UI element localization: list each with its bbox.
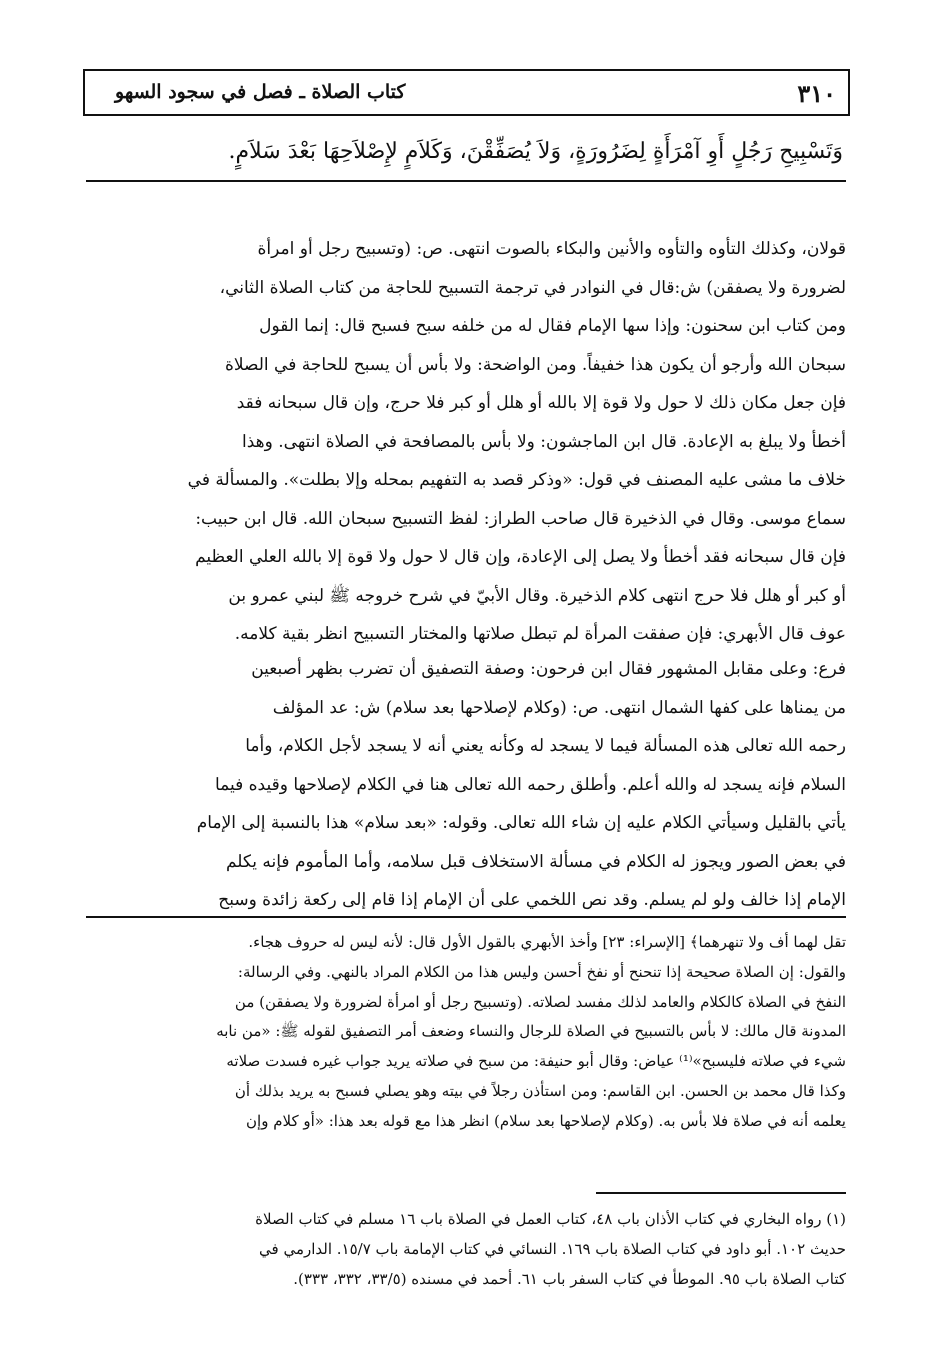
footnotes [86, 1205, 846, 1294]
matn-verse: وَتَسْبِيحِ رَجُلٍ أَوِ آمْرَأَةٍ لِضَرُورَةٍ، وَلاَ يُصَفِّقْنَ، وَكَلاَمٍ لإِصْلاَحِهَا بَعْدَ سَلاَمٍ. [228, 139, 843, 164]
text-line: قولان، وكذلك التأوه والتأوه والأنين والبكاء بالصوت انتهى. ص: (وتسبيح رجل أو امرأة [257, 239, 846, 259]
text-line: المدونة قال مالك: لا بأس بالتسبيح في الصلاة للرجال والنساء وضعف أمر التصفيق لقوله ﷺ: «من نابه [216, 1022, 846, 1041]
running-title: كتاب الصلاة ـ فصل في سجود السهو [115, 81, 406, 103]
text-line: شيء في صلاته فليسبح»⁽¹⁾ عياض: وقال أبو حنيفة: من سبح في صلاته يريد جواب غيره فسدت صلاته [226, 1052, 846, 1071]
text-line: يأتي بالقليل وسيأتي الكلام عليه إن شاء الله تعالى. وقوله: «بعد سلام» هذا بالنسبة إلى الإمام [196, 813, 846, 833]
page-number: ٣١٠ [797, 79, 836, 108]
text-line: أو كبر أو هلل فلا حرج انتهى كلام الذخيرة. وقال الأبيّ في شرح خروجه ﷺ لبني عمرو بن [228, 585, 846, 606]
text-line: الإمام إذا خالف ولو لم يسلم. وقد نص اللخمي على أن الإمام إذا قام إلى ركعة زائدة وسبح [218, 890, 846, 910]
lower-commentary [86, 928, 846, 1137]
text-line: وكذا قال محمد بن الحسن. ابن القاسم: ومن استأذن رجلاً في بيته وهو يصلي فسبح به يريد بذلك أن [234, 1081, 846, 1100]
text-line: فرع: وعلى مقابل المشهور فقال ابن فرحون: وصفة التصفيق أن تضرب بظهر أصبعين [251, 659, 846, 679]
text-line: ومن كتاب ابن سحنون: وإذا سها الإمام فقال له من خلفه سبح فسبح قال: إنما القول [259, 316, 846, 336]
footnote-line: (١) رواه البخاري في كتاب الأذان باب ٤٨، كتاب العمل في الصلاة باب ١٦ مسلم في كتاب الصلاة [255, 1210, 846, 1228]
text-line: فإن جعل مكان ذلك لا حول ولا قوة إلا بالله أو هلل أو كبر فلا حرج، وإن قال سبحانه فقد [236, 393, 846, 413]
text-line: في بعض الصور ويجوز له الكلام في مسألة الاستخلاف قبل سلامه، وأما المأموم فإنه يكلم [225, 851, 846, 872]
text-line: السلام فإنه يسجد له والله أعلم. وأطلق رحمه الله تعالى هنا في الكلام لإصلاحها وقيده فيما [214, 774, 846, 795]
text-line: يعلمه أنه في صلاة فلا بأس به. (وكلام لإصلاحها بعد سلام) انظر هذا مع قوله بعد هذا: «أو كلام وإن [246, 1111, 846, 1130]
text-line: تقل لهما أف ولا تنهرهما﴾ [الإسراء: ٢٣] وأخذ الأبهري بالقول الأول قال: لأنه ليس له حروف هجاء. [248, 933, 846, 951]
text-line: من يمناها على كفها الشمال انتهى. ص: (وكلام لإصلاحها بعد سلام) ش: عد المؤلف [272, 697, 846, 718]
footnote-line: كتاب الصلاة باب ٩٥. الموطأ في كتاب السفر باب ٦١. أحمد في مسنده (٣٣/٥، ٣٣٢، ٣٣٣). [293, 1269, 846, 1288]
footnote-divider [596, 1192, 846, 1194]
text-line: النفخ في الصلاة كالكلام والعامد لذلك مفسد لصلاته. (وتسبيح رجل أو امرأة لضرورة ولا يصفقن) من [234, 992, 846, 1011]
text-line: أخطأ ولا يبلغ به الإعادة. قال ابن الماجشون: ولا بأس بالمصافحة في الصلاة انتهى. وهذا [242, 431, 846, 452]
text-line: فإن قال سبحانه فقد أخطأ ولا يصل إلى الإعادة، وإن قال لا حول ولا قوة إلا بالله العلي العظيم [195, 547, 846, 567]
text-line: خلاف ما مشى عليه المصنف في قول: «وذكر قصد به التفهيم بمحله وإلا بطلت». والمسألة في [187, 470, 846, 490]
section-divider [86, 916, 846, 918]
commentary-paragraph-1 [86, 230, 846, 654]
commentary-paragraph-2 [86, 650, 846, 920]
text-line: سبحان الله وأرجو أن يكون هذا خفيفاً. ومن الواضحة: ولا بأس أن يسبح للحاجة في الصلاة [224, 354, 846, 375]
verse-divider [86, 180, 846, 182]
text-line: رحمه الله تعالى هذه المسألة فيما لا يسجد له وكأنه يعني أنه لا يسجد لأجل الكلام، وأما [245, 736, 846, 756]
text-line: عوف قال الأبهري: فإن صفقت المرأة لم تبطل صلاتها والمختار التسبيح انظر بقية كلامه. [234, 624, 846, 644]
footnote-line: حديث ١٠٢. أبو داود في كتاب الصلاة باب ١٦٩. النسائي في كتاب الإمامة باب ١٥/٧. الدارمي في [259, 1239, 846, 1258]
text-line: لضرورة ولا يصفقن) ش:قال في النوادر في ترجمة التسبيح للحاجة من كتاب الصلاة الثاني، [219, 277, 846, 298]
text-line: سماع موسى. وقال في الذخيرة قال صاحب الطراز: لفظ التسبيح سبحان الله. قال ابن حبيب: [195, 508, 846, 529]
text-line: والقول: إن الصلاة صحيحة إذا تنحنح أو نفخ أحسن وليس هذا من الكلام المراد بالنهي. وفي الرسالة: [237, 962, 846, 981]
page-header [83, 69, 850, 116]
